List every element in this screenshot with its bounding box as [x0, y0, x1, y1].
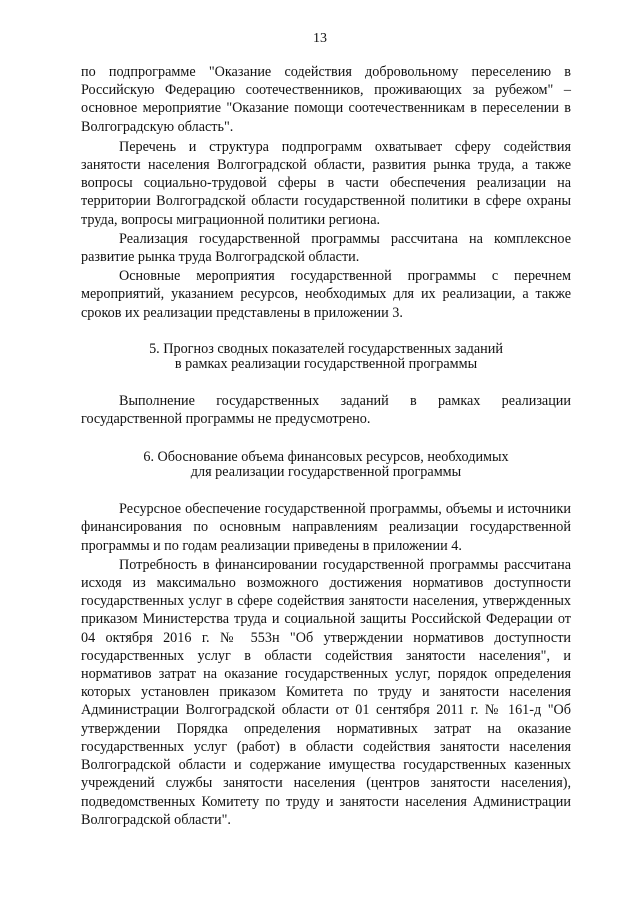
paragraph-continuation: по подпрограмме "Оказание содействия добровольному переселению в Российскую Федерацию соотечественников, проживающих за рубежом" – основное мероприятие "Оказание помощи соотечественникам в переселении в Волгоградскую область".: [81, 64, 571, 135]
page-number: 13: [313, 31, 327, 46]
paragraph-state-tasks: Выполнение государственных заданий в рамках реализации государственной программы не предусмотрено.: [81, 392, 571, 428]
paragraph-main-activities: Основные мероприятия государственной программы с перечнем мероприятий, указанием ресурсов, необходимых для их реализации, а также сроков их реализации представлены в приложении 3.: [81, 268, 571, 321]
section-5-heading-line-1: 5. Прогноз сводных показателей государственных заданий: [149, 340, 503, 357]
section-6-heading-line-2: для реализации государственной программы: [190, 464, 462, 481]
paragraph-resource-provision: Ресурсное обеспечение государственной программы, объемы и источники финансирования по основным направлениям реализации государственной программы и по годам реализации приведены в приложении 4.: [81, 501, 571, 554]
paragraph-financing-need: Потребность в финансировании государственной программы рассчитана исходя из максимально возможного достижения нормативов доступности государственных услуг в сфере содействия занятости населения, утвержденных приказом Министерства труда и социальной защиты Российской Федерации от 04 октября 2016 г. № 553н "Об утверждении нормативов доступности государственных услуг в области содействия занятости населения", и нормативов затрат на оказание государственных услуг, порядок определения которых установлен приказом Комитета по труду и занятости населения Администрации Волгоградской области от 01 сентября 2011 г. № 161-д "Об утверждении Порядка определения нормативных затрат на оказание государственных услуг (работ) в области содействия занятости населения Волгоградской области и содержание имущества государственных казенных учреждений службы занятости населения (центров занятости населения), подведомственных Комитету по труду и занятости населения Администрации Волгоградской области".: [81, 556, 571, 828]
section-5-heading-line-2: в рамках реализации государственной программы: [174, 355, 478, 372]
paragraph-subprogram-structure: Перечень и структура подпрограмм охватывает сферу содействия занятости населения Волгоградской области, развития рынка труда, а также вопросы социально-трудовой сферы в части обеспечения реализации на территории Волгоградской области государственной политики в сфере охраны труда, вопросы миграционной политики региона.: [81, 138, 571, 228]
section-6-heading: [81, 450, 571, 480]
section-6-heading-line-1: 6. Обоснование объема финансовых ресурсов, необходимых: [143, 449, 509, 466]
document-body: [81, 63, 571, 829]
paragraph-program-implementation: Реализация государственной программы рассчитана на комплексное развитие рынка труда Волгоградской области.: [81, 230, 571, 266]
section-5-heading: [81, 342, 571, 372]
